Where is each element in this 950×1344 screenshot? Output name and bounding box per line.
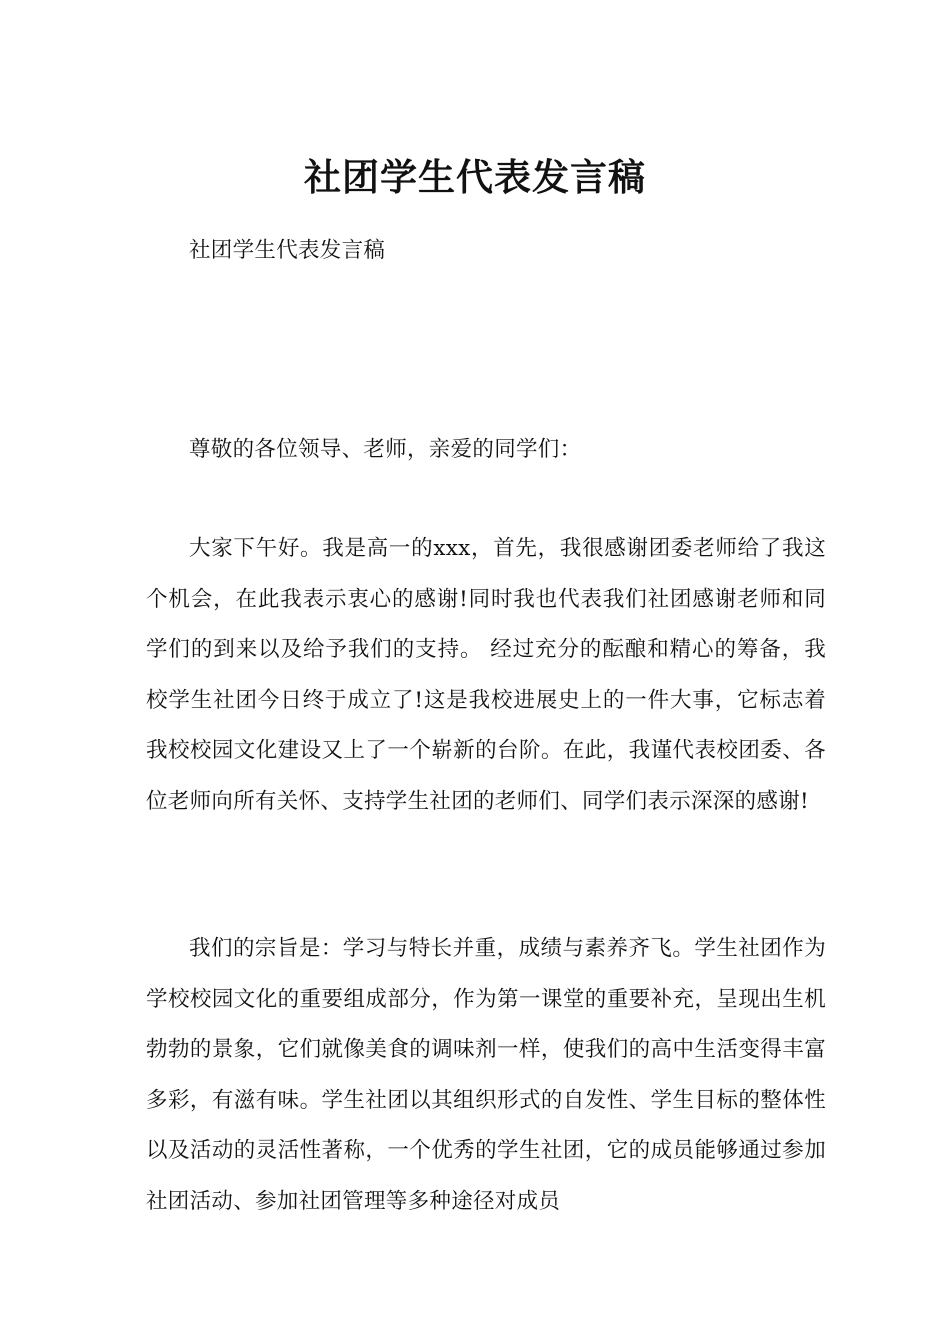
document-title: 社团学生代表发言稿 [304, 155, 646, 199]
document-subtitle: 社团学生代表发言稿 [189, 238, 386, 263]
body-paragraph: 大家下午好。我是高一的xxx，首先，我很感谢团委老师给了我这个机会，在此我表示衷心的感谢!同时我也代表我们社团感谢老师和同学们的到来以及给予我们的支持。 经过充分的酝酿和精心的筹备，我校学生社团今日终于成立了!这是我校进展史上的一件大事，它标志着我校校园文化建设又上了一个崭新的台阶。在此，我谨代表校团委、各位老师向所有关怀、支持学生社团的老师们、同学们表示深深的感谢! [146, 536, 826, 814]
body-paragraph: 我们的宗旨是：学习与特长并重，成绩与素养齐飞。学生社团作为学校校园文化的重要组成部分，作为第一课堂的重要补充，呈现出生机勃勃的景象，它们就像美食的调味剂一样，使我们的高中生活变得丰富多彩，有滋有味。学生社团以其组织形式的自发性、学生目标的整体性以及活动的灵活性著称，一个优秀的学生社团，它的成员能够通过参加社团活动、参加社团管理等多种途径对成员 [146, 936, 826, 1214]
greeting-paragraph: 尊敬的各位领导、老师，亲爱的同学们： [189, 437, 582, 462]
